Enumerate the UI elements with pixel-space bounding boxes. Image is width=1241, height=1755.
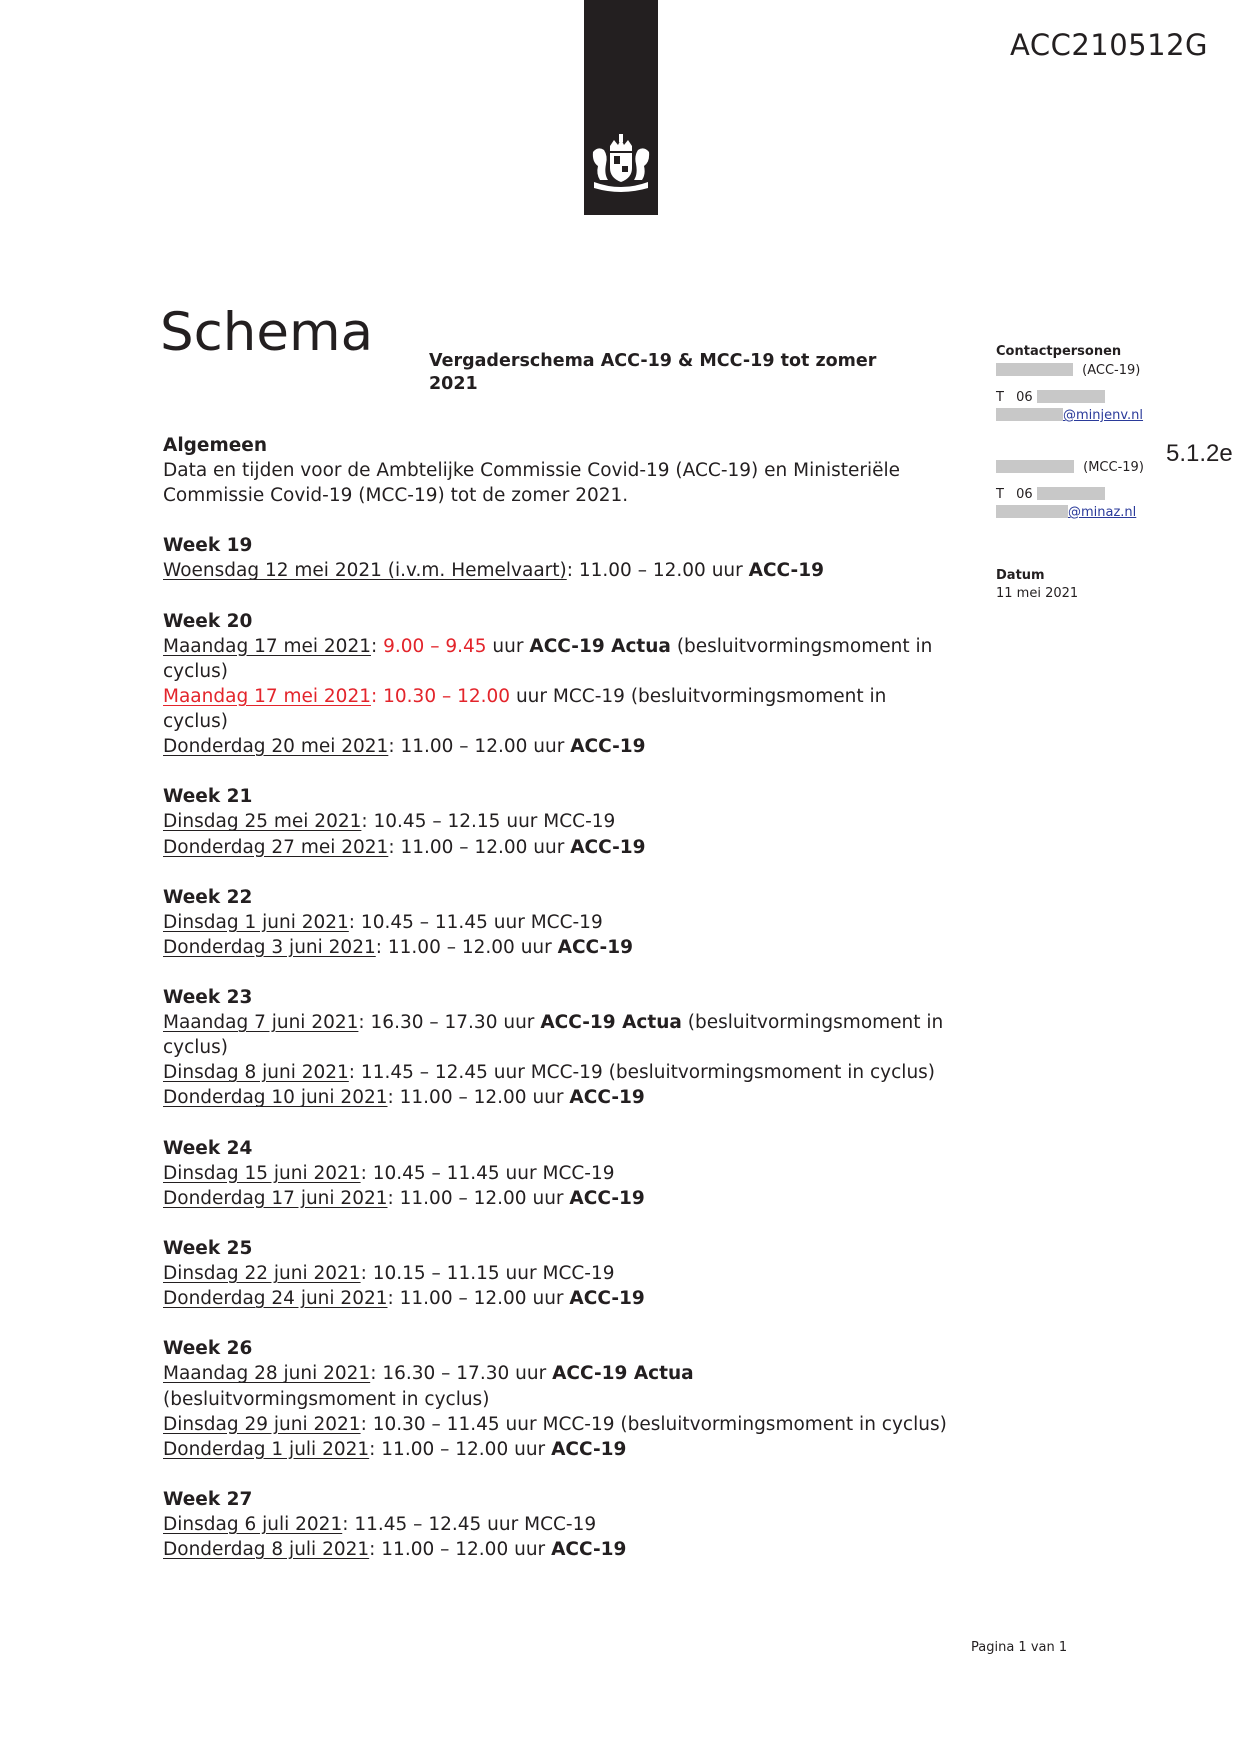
week-heading: Week 25 xyxy=(163,1238,253,1259)
contact-role: (ACC-19) xyxy=(1082,363,1141,378)
meeting-date: Maandag 7 juni 2021 xyxy=(163,1012,359,1034)
contact-heading: Contactpersonen xyxy=(996,344,1122,359)
general-text: Data en tijden voor de Ambtelijke Commissie Covid-19 (ACC-19) en Ministeriële Commissie Covid-19 (MCC-19) tot de zomer 2021. xyxy=(163,460,901,507)
meeting-committee: ACC-19 Actua xyxy=(529,635,671,657)
meeting-note: (besluitvormingsmoment in cyclus) xyxy=(163,685,887,733)
week-heading: Week 23 xyxy=(163,987,253,1009)
page-title: Schema xyxy=(160,302,374,363)
meeting-entry: Donderdag 20 mei 2021: 11.00 – 12.00 uur ACC-19 xyxy=(163,736,646,758)
meeting-entry: Dinsdag 15 juni 2021: 10.45 – 11.45 uur MCC-19 xyxy=(163,1162,615,1184)
time-unit: uur xyxy=(515,685,548,707)
time-unit: uur xyxy=(532,1288,564,1310)
meeting-entry: Dinsdag 6 juli 2021: 11.45 – 12.45 uur MCC-19 xyxy=(163,1514,597,1536)
contact-mcc-phone xyxy=(996,486,1196,504)
phone-prefix: T xyxy=(996,390,1004,405)
phone-number: 06 xyxy=(1016,390,1033,405)
meeting-time: 10.30 – 12.00 xyxy=(383,685,511,707)
week-section xyxy=(163,1136,953,1211)
meeting-date: Donderdag 8 juli 2021 xyxy=(163,1539,370,1561)
meeting-note: (besluitvormingsmoment in cyclus) xyxy=(163,1388,490,1410)
week-section xyxy=(163,609,953,760)
redaction-block xyxy=(996,460,1074,473)
meeting-time: 16.30 – 17.30 xyxy=(370,1012,498,1034)
redaction-block xyxy=(1037,487,1105,500)
meeting-time: 11.00 – 12.00 xyxy=(400,736,528,758)
redaction-block xyxy=(996,363,1073,376)
meeting-entry: Dinsdag 1 juni 2021: 10.45 – 11.45 uur MCC-19 xyxy=(163,911,603,933)
meeting-committee: MCC-19 xyxy=(542,1162,615,1184)
redaction-block xyxy=(996,505,1068,518)
meeting-date: Dinsdag 22 juni 2021 xyxy=(163,1263,361,1285)
meeting-entry: Maandag 28 juni 2021: 16.30 – 17.30 uur ACC-19 Actua (besluitvormingsmoment in cyclus) xyxy=(163,1363,694,1410)
meeting-committee: ACC-19 xyxy=(569,1187,645,1209)
meeting-entry: Donderdag 24 juni 2021: 11.00 – 12.00 uur ACC-19 xyxy=(163,1288,645,1310)
time-unit: uur xyxy=(514,1438,546,1460)
meeting-entry: Maandag 17 mei 2021: 9.00 – 9.45 uur ACC-19 Actua (besluitvormingsmoment in cyclus) xyxy=(163,635,933,682)
redaction-block xyxy=(996,408,1063,421)
week-section xyxy=(163,985,953,1110)
meeting-time: 11.00 – 12.00 xyxy=(399,1187,527,1209)
email-link[interactable]: @minjenv.nl xyxy=(1063,408,1144,423)
date-label: Datum xyxy=(996,568,1045,583)
meeting-committee: ACC-19 Actua xyxy=(540,1012,682,1034)
meeting-time: 10.45 – 11.45 xyxy=(372,1162,500,1184)
meeting-entry: Donderdag 3 juni 2021: 11.00 – 12.00 uur ACC-19 xyxy=(163,936,633,958)
meeting-committee: ACC-19 xyxy=(569,1288,645,1310)
meeting-entry: Dinsdag 22 juni 2021: 10.15 – 11.15 uur MCC-19 xyxy=(163,1263,615,1285)
week-section xyxy=(163,885,953,960)
date-value: 11 mei 2021 xyxy=(996,586,1079,601)
sidebar xyxy=(996,343,1196,603)
meeting-committee: MCC-19 xyxy=(542,1263,615,1285)
meeting-date: Donderdag 1 juli 2021 xyxy=(163,1438,370,1460)
time-unit: uur xyxy=(505,1413,537,1435)
time-unit: uur xyxy=(506,811,538,833)
week-heading: Week 21 xyxy=(163,786,253,808)
meeting-entry: Dinsdag 29 juni 2021: 10.30 – 11.45 uur MCC-19 (besluitvormingsmoment in cyclus) xyxy=(163,1413,947,1435)
time-unit: uur xyxy=(514,1539,546,1561)
general-section xyxy=(163,433,953,508)
meeting-date: Maandag 28 juni 2021 xyxy=(163,1363,371,1385)
meeting-date: Dinsdag 1 juni 2021 xyxy=(163,911,349,933)
time-unit: uur xyxy=(711,560,743,582)
meeting-committee: ACC-19 xyxy=(557,936,633,958)
time-unit: uur xyxy=(493,911,525,933)
meeting-committee: ACC-19 xyxy=(569,1087,645,1109)
meeting-committee: MCC-19 xyxy=(530,911,603,933)
meeting-time: 11.00 – 12.00 xyxy=(381,1539,509,1561)
time-unit: uur xyxy=(487,1514,519,1536)
contact-acc-email xyxy=(996,407,1196,425)
meeting-date: Donderdag 24 juni 2021 xyxy=(163,1288,388,1310)
page-number: Pagina 1 van 1 xyxy=(971,1640,1068,1655)
meeting-committee: MCC-19 xyxy=(530,1062,603,1084)
meeting-committee: MCC-19 xyxy=(552,685,625,707)
contact-acc-phone xyxy=(996,389,1196,407)
meeting-entry: Donderdag 27 mei 2021: 11.00 – 12.00 uur ACC-19 xyxy=(163,836,646,858)
meeting-entry: Maandag 7 juni 2021: 16.30 – 17.30 uur ACC-19 Actua (besluitvormingsmoment in cyclus) xyxy=(163,1012,944,1059)
meeting-time: 11.00 – 12.00 xyxy=(381,1438,509,1460)
week-heading: Week 22 xyxy=(163,886,253,908)
meeting-date: Dinsdag 29 juni 2021 xyxy=(163,1413,361,1435)
meeting-date: Donderdag 27 mei 2021 xyxy=(163,836,389,858)
document-subtitle: Vergaderschema ACC-19 & MCC-19 tot zomer 2021 xyxy=(429,351,877,394)
meeting-note: (besluitvormingsmoment in cyclus) xyxy=(608,1062,936,1084)
meeting-time: 11.00 – 12.00 xyxy=(578,560,706,582)
meeting-note: (besluitvormingsmoment in cyclus) xyxy=(620,1413,947,1435)
meeting-committee: MCC-19 xyxy=(543,811,616,833)
meeting-date: Maandag 17 mei 2021 xyxy=(163,685,371,707)
week-heading: Week 27 xyxy=(163,1488,253,1510)
meeting-entry: Donderdag 17 juni 2021: 11.00 – 12.00 uur ACC-19 xyxy=(163,1187,645,1209)
time-unit: uur xyxy=(492,635,524,657)
meeting-time: 11.00 – 12.00 xyxy=(387,936,515,958)
meeting-date: Donderdag 20 mei 2021 xyxy=(163,736,389,758)
logo-bar xyxy=(584,0,658,215)
time-unit: uur xyxy=(520,936,552,958)
meeting-time: 11.00 – 12.00 xyxy=(400,836,528,858)
meeting-date: Maandag 17 mei 2021 xyxy=(163,635,371,657)
meeting-committee: ACC-19 xyxy=(551,1438,627,1460)
contact-acc-name xyxy=(996,362,1196,380)
meeting-entry: Maandag 17 mei 2021: 10.30 – 12.00 uur MCC-19 (besluitvormingsmoment in cyclus) xyxy=(163,685,887,733)
week-section xyxy=(163,533,953,583)
meeting-time: 11.00 – 12.00 xyxy=(399,1087,527,1109)
time-unit: uur xyxy=(533,736,565,758)
section-heading: Algemeen xyxy=(163,435,267,456)
time-unit: uur xyxy=(515,1363,547,1385)
meeting-time: 10.30 – 11.45 xyxy=(372,1413,500,1435)
time-unit: uur xyxy=(532,1087,564,1109)
week-section xyxy=(163,1487,953,1562)
meeting-date: Dinsdag 8 juni 2021 xyxy=(163,1062,349,1084)
meeting-entry: Woensdag 12 mei 2021 (i.v.m. Hemelvaart): 11.00 – 12.00 uur ACC-19 xyxy=(163,560,824,582)
phone-prefix: T xyxy=(996,487,1004,502)
week-heading: Week 20 xyxy=(163,610,253,632)
meeting-time: 16.30 – 17.30 xyxy=(382,1363,510,1385)
time-unit: uur xyxy=(505,1162,537,1184)
meeting-entry: Donderdag 8 juli 2021: 11.00 – 12.00 uur ACC-19 xyxy=(163,1539,627,1561)
time-unit: uur xyxy=(533,836,565,858)
meeting-entry: Dinsdag 25 mei 2021: 10.45 – 12.15 uur MCC-19 xyxy=(163,811,616,833)
meeting-committee: ACC-19 xyxy=(570,736,646,758)
coat-of-arms-icon xyxy=(590,134,652,194)
email-link[interactable]: @minaz.nl xyxy=(1068,505,1137,520)
meeting-date: Donderdag 3 juni 2021 xyxy=(163,936,376,958)
meeting-committee: ACC-19 Actua xyxy=(552,1363,694,1385)
meeting-note: (besluitvormingsmoment in cyclus) xyxy=(163,1012,944,1059)
meeting-committee: MCC-19 xyxy=(542,1413,615,1435)
meeting-date: Dinsdag 25 mei 2021 xyxy=(163,811,362,833)
meeting-entry: Donderdag 10 juni 2021: 11.00 – 12.00 uur ACC-19 xyxy=(163,1087,645,1109)
meeting-date: Dinsdag 6 juli 2021 xyxy=(163,1514,343,1536)
phone-number: 06 xyxy=(1016,487,1033,502)
meeting-date: Donderdag 10 juni 2021 xyxy=(163,1087,388,1109)
week-heading: Week 26 xyxy=(163,1338,253,1360)
document-code: ACC210512G xyxy=(1010,28,1209,62)
meeting-date: Dinsdag 15 juni 2021 xyxy=(163,1162,361,1184)
meeting-committee: ACC-19 xyxy=(551,1539,627,1561)
week-heading: Week 19 xyxy=(163,535,253,557)
week-section xyxy=(163,1336,953,1461)
document-body xyxy=(163,433,953,1587)
meeting-time: 10.45 – 11.45 xyxy=(360,911,488,933)
redaction-block xyxy=(1037,390,1105,403)
meeting-committee: MCC-19 xyxy=(524,1514,597,1536)
time-unit: uur xyxy=(505,1263,537,1285)
meeting-time: 11.00 – 12.00 xyxy=(399,1288,527,1310)
meeting-entry: Dinsdag 8 juni 2021: 11.45 – 12.45 uur MCC-19 (besluitvormingsmoment in cyclus) xyxy=(163,1062,936,1084)
meeting-time: 10.15 – 11.15 xyxy=(372,1263,500,1285)
week-heading: Week 24 xyxy=(163,1137,253,1159)
meeting-date: Woensdag 12 mei 2021 (i.v.m. Hemelvaart) xyxy=(163,560,567,582)
week-section xyxy=(163,784,953,859)
week-section xyxy=(163,1236,953,1311)
time-unit: uur xyxy=(503,1012,535,1034)
contact-role: (MCC-19) xyxy=(1083,460,1144,475)
meeting-note: (besluitvormingsmoment in cyclus) xyxy=(163,635,933,682)
meeting-entry: Donderdag 1 juli 2021: 11.00 – 12.00 uur ACC-19 xyxy=(163,1438,627,1460)
meeting-time: 10.45 – 12.15 xyxy=(373,811,501,833)
time-unit: uur xyxy=(493,1062,525,1084)
meeting-date: Donderdag 17 juni 2021 xyxy=(163,1187,388,1209)
meeting-committee: ACC-19 xyxy=(570,836,646,858)
contact-mcc-email xyxy=(996,504,1196,522)
meeting-committee: ACC-19 xyxy=(748,560,824,582)
time-unit: uur xyxy=(532,1187,564,1209)
meeting-time: 9.00 – 9.45 xyxy=(383,635,487,657)
meeting-time: 11.45 – 12.45 xyxy=(360,1062,488,1084)
redaction-reference: 5.1.2e xyxy=(1166,440,1233,467)
meeting-time: 11.45 – 12.45 xyxy=(354,1514,482,1536)
